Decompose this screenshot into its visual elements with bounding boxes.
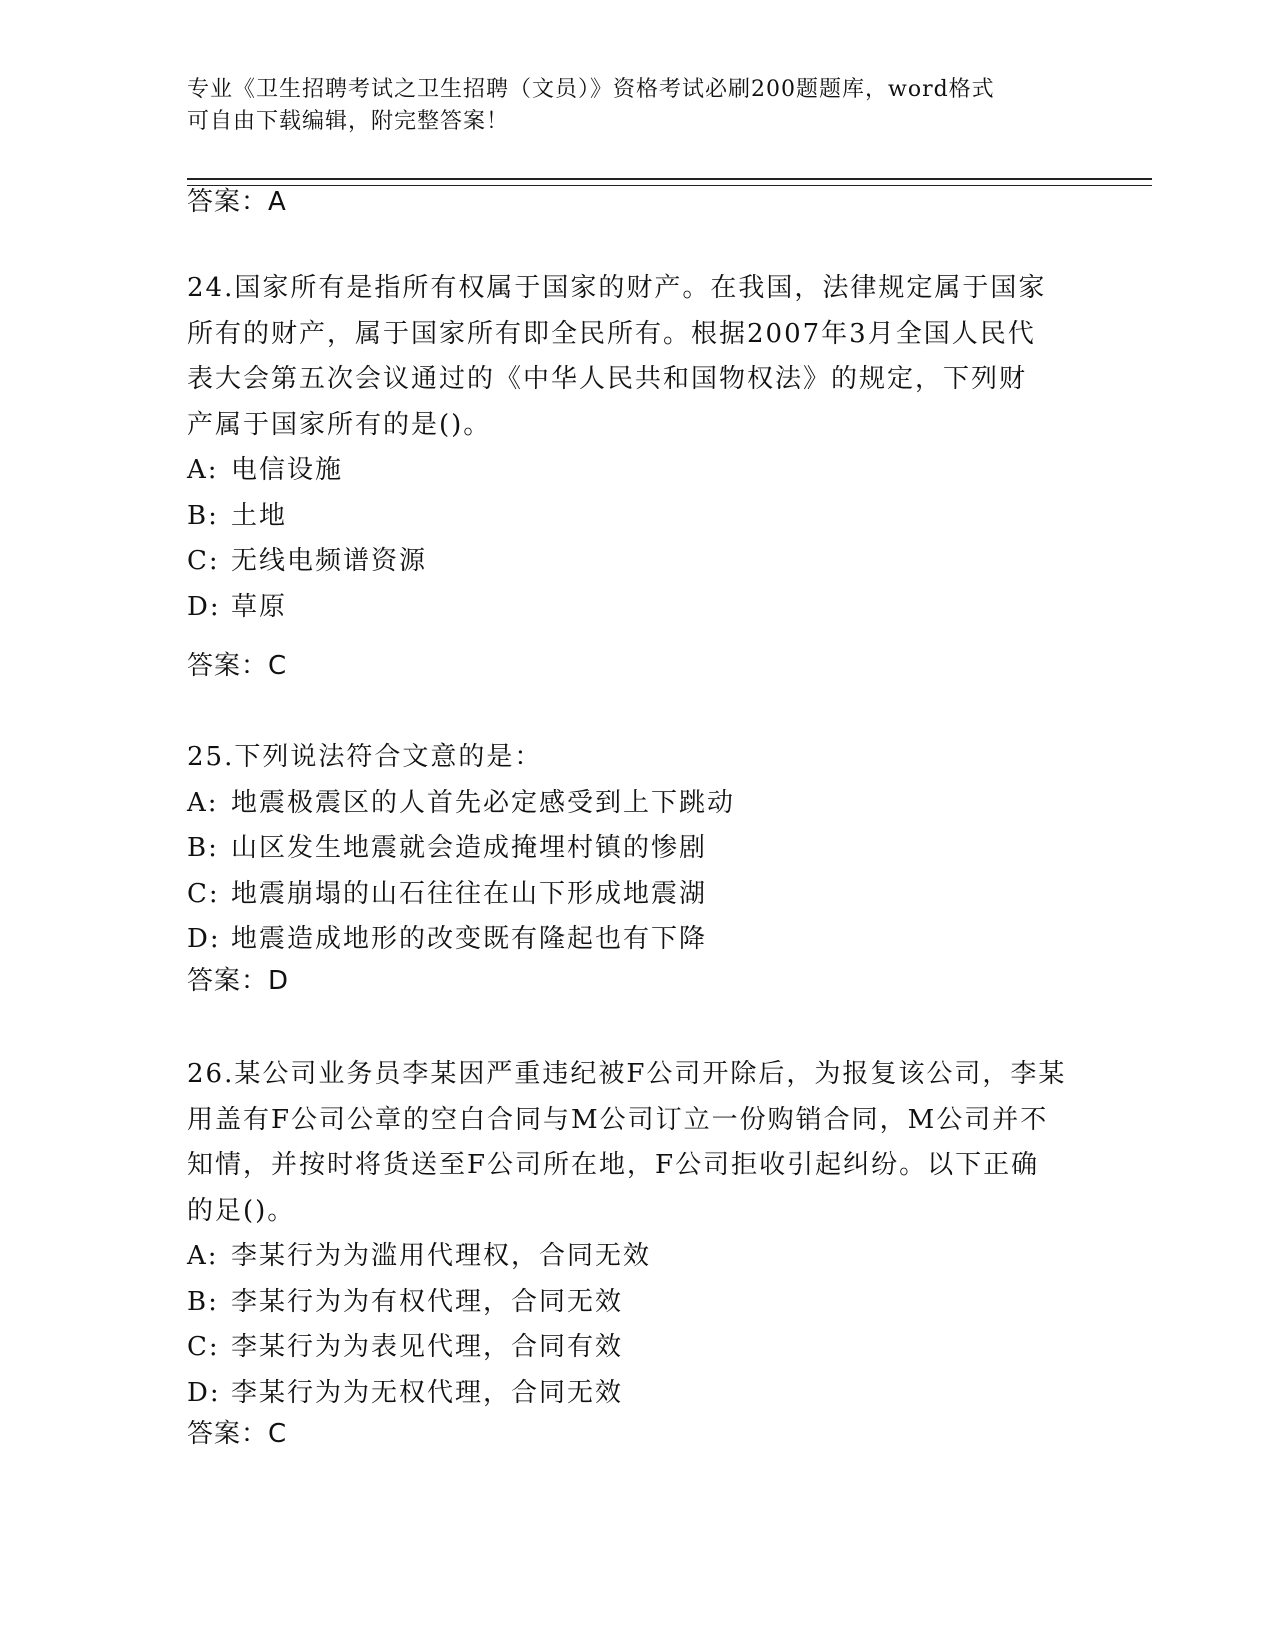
option-letter: A: <box>187 455 219 485</box>
answer-24: 答案：C <box>187 651 288 681</box>
option-d <box>187 917 1087 963</box>
option-text: 地震崩塌的山石往往在山下形成地震湖 <box>231 878 708 909</box>
option-text: 李某行为为无权代理，合同无效 <box>231 1377 624 1408</box>
option-list <box>187 448 1087 630</box>
option-letter: C: <box>187 878 220 909</box>
question-24 <box>187 266 1087 630</box>
option-text: 地震极震区的人首先必定感受到上下跳动 <box>231 787 736 818</box>
header-divider <box>187 178 1152 186</box>
header-title-line: 专业《卫生招聘考试之卫生招聘（文员）》资格考试必刷200题题库，word格式 <box>187 77 995 102</box>
answer-26: 答案：C <box>187 1419 288 1449</box>
option-a <box>187 781 1087 827</box>
option-letter: D: <box>187 591 221 622</box>
option-a <box>187 448 1087 494</box>
option-text: 地震造成地形的改变既有隆起也有下降 <box>231 924 708 954</box>
question-stem: 某公司业务员李某因严重违纪被F公司开除后，为报复该公司，李某用盖有F公司公章的空白合同与M公司订立一份购销合同，M公司并不知情，并按时将货送至F公司所在地，F公司拒收引起纠纷。以下正确的足()。 <box>187 1059 1067 1226</box>
option-text: 李某行为为滥用代理权，合同无效 <box>231 1241 652 1271</box>
header-subtitle-line: 可自由下载编辑，附完整答案！ <box>187 109 510 134</box>
option-letter: B: <box>187 833 219 863</box>
question-26 <box>187 1052 1087 1416</box>
question-number: 25. <box>187 742 235 772</box>
option-a <box>187 1234 1087 1280</box>
question-number: 24. <box>187 273 235 303</box>
question-text <box>187 1052 1067 1234</box>
question-stem: 国家所有是指所有权属于国家的财产。在我国，法律规定属于国家所有的财产，属于国家所有即全民所有。根据2007年3月全国人民代表大会第五次会议通过的《中华人民共和国物权法》的规定，下列财产属于国家所有的是()。 <box>187 273 1047 440</box>
question-stem: 下列说法符合文意的是： <box>234 742 543 772</box>
question-text <box>187 735 1087 781</box>
option-letter: B: <box>187 500 219 531</box>
option-list <box>187 781 1087 963</box>
question-text <box>187 266 1047 448</box>
option-text: 李某行为为有权代理，合同无效 <box>231 1286 624 1317</box>
option-letter: A: <box>187 1241 219 1271</box>
option-letter: A: <box>187 787 219 818</box>
option-b <box>187 494 1087 540</box>
option-letter: C: <box>187 546 220 576</box>
option-d <box>187 585 1087 631</box>
option-text: 电信设施 <box>231 455 344 485</box>
option-text: 草原 <box>231 591 288 622</box>
option-c <box>187 539 1087 585</box>
option-d <box>187 1371 1087 1417</box>
option-b <box>187 1280 1087 1326</box>
option-b <box>187 826 1087 872</box>
option-text: 土地 <box>231 500 288 531</box>
option-text: 山区发生地震就会造成掩埋村镇的惨剧 <box>231 833 708 863</box>
previous-answer: 答案：A <box>187 187 287 217</box>
question-25 <box>187 735 1087 963</box>
answer-25: 答案：D <box>187 966 290 996</box>
option-letter: D: <box>187 924 221 954</box>
option-letter: C: <box>187 1332 220 1362</box>
option-text: 李某行为为表见代理，合同有效 <box>231 1332 624 1362</box>
option-letter: B: <box>187 1286 219 1317</box>
option-c <box>187 1325 1087 1371</box>
option-letter: D: <box>187 1377 221 1408</box>
option-c <box>187 872 1087 918</box>
document-header <box>187 74 1087 138</box>
question-number: 26. <box>187 1059 235 1089</box>
option-list <box>187 1234 1087 1416</box>
option-text: 无线电频谱资源 <box>231 546 428 576</box>
